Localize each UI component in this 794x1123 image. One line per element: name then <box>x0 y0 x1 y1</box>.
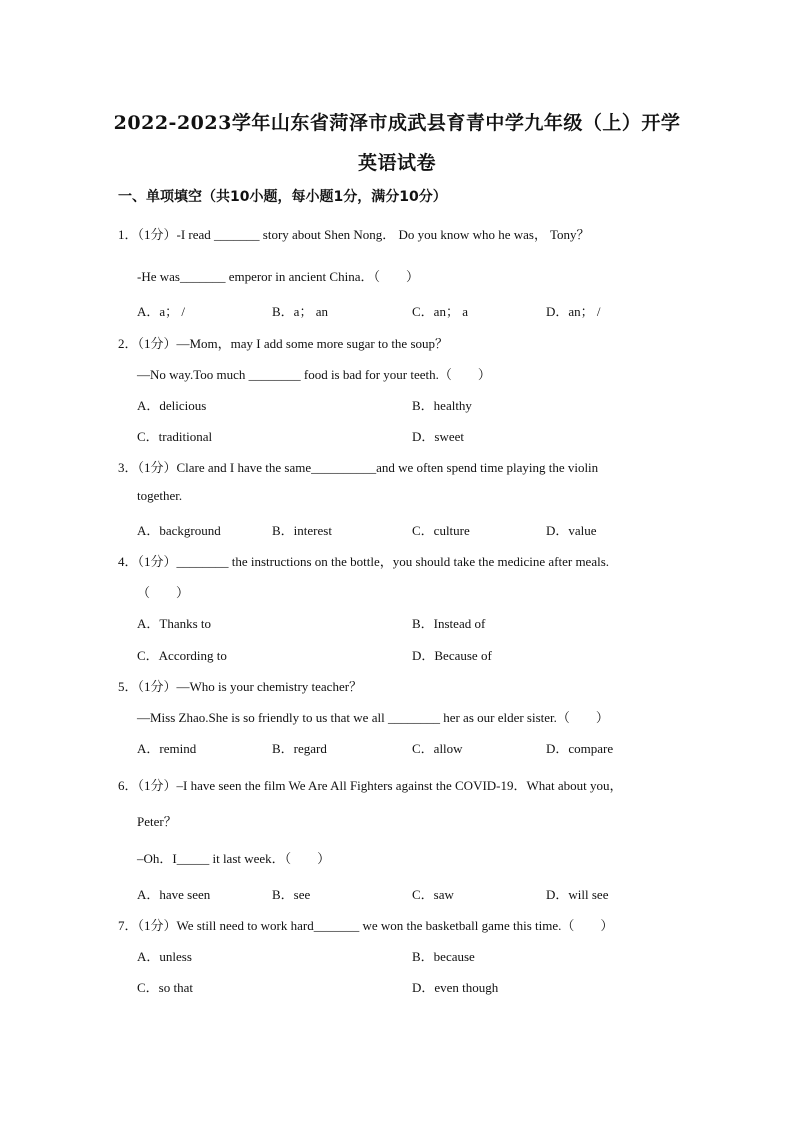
exam-title-line2: 英语试卷 <box>357 152 436 174</box>
question-7-option-b[interactable]: B．because <box>412 949 475 964</box>
question-3-option-a[interactable]: A．background <box>137 523 221 538</box>
question-3-option-d[interactable]: D．value <box>546 523 597 538</box>
question-6-line2: Peter？ <box>137 814 177 829</box>
question-6-option-b[interactable]: B．see <box>272 887 311 902</box>
question-1-option-b[interactable]: B．a； an <box>272 304 328 319</box>
question-1-line2: -He was_______ emperor in ancient China．（ ） <box>137 269 419 284</box>
question-6-option-a[interactable]: A．have seen <box>137 887 211 902</box>
question-2-option-d[interactable]: D．sweet <box>412 429 464 444</box>
question-1-option-a[interactable]: A．a； / <box>137 304 186 319</box>
section-heading: 一、单项填空（共10小题，每小题1分，满分10分） <box>118 189 447 205</box>
question-7-option-c[interactable]: C．so that <box>137 980 193 995</box>
question-5-stem: 5．（1分）—Who is your chemistry teacher？ <box>118 679 363 694</box>
question-2-option-a[interactable]: A．delicious <box>137 398 207 413</box>
question-5-option-a[interactable]: A．remind <box>137 741 197 756</box>
question-5-option-c[interactable]: C．allow <box>412 741 463 756</box>
question-3-option-b[interactable]: B．interest <box>272 523 332 538</box>
question-1-option-c[interactable]: C．an； a <box>412 304 468 319</box>
question-2-stem: 2．（1分）—Mom，may I add some more sugar to the soup？ <box>118 336 449 351</box>
question-3-line2: together. <box>137 488 183 503</box>
question-3-option-c[interactable]: C．culture <box>412 523 470 538</box>
question-2-line2: —No way.Too much ________ food is bad for your teeth.（ ） <box>137 367 491 382</box>
question-6-option-c[interactable]: C．saw <box>412 887 454 902</box>
question-1-option-d[interactable]: D．an； / <box>546 304 601 319</box>
question-5-option-b[interactable]: B．regard <box>272 741 327 756</box>
question-2-option-b[interactable]: B．healthy <box>412 398 472 413</box>
question-4-stem: 4．（1分）________ the instructions on the bottle，you should take the medicine after meals. <box>118 554 610 569</box>
question-7-stem: 7．（1分）We still need to work hard_______ we won the basketball game this time.（ ） <box>118 918 614 933</box>
exam-title-line1: 2022-2023学年山东省菏泽市成武县育青中学九年级（上）开学 <box>113 112 681 134</box>
question-4-option-d[interactable]: D．Because of <box>412 648 492 663</box>
question-4-option-c[interactable]: C．According to <box>137 648 227 663</box>
question-4-option-b[interactable]: B．Instead of <box>412 616 486 631</box>
question-1-stem: 1．（1分）-I read _______ story about Shen Nong． Do you know who he was， Tony？ <box>118 227 590 242</box>
question-4-line2: （ ） <box>137 585 190 600</box>
question-7-option-d[interactable]: D．even though <box>412 980 499 995</box>
question-6-stem: 6．（1分）–I have seen the film We Are All Fighters against the COVID-19．What about you， <box>118 778 623 793</box>
question-7-option-a[interactable]: A．unless <box>137 949 192 964</box>
question-3-stem: 3．（1分）Clare and I have the same__________and we often spend time playing the violin <box>118 460 599 475</box>
question-5-option-d[interactable]: D．compare <box>546 741 614 756</box>
question-2-option-c[interactable]: C．traditional <box>137 429 213 444</box>
question-5-line2: —Miss Zhao.She is so friendly to us that we all ________ her as our elder sister.（ ） <box>137 710 609 725</box>
question-6-option-d[interactable]: D．will see <box>546 887 609 902</box>
question-4-option-a[interactable]: A．Thanks to <box>137 616 212 631</box>
question-6-line3: –Oh．I_____ it last week．（ ） <box>137 851 331 866</box>
